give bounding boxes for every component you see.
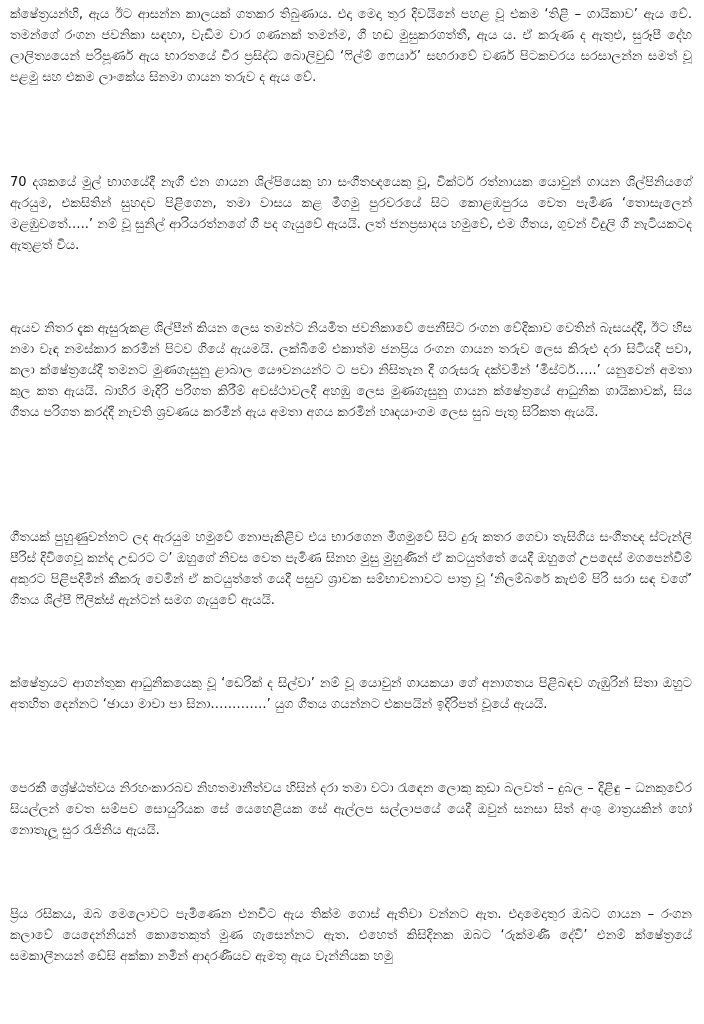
paragraph-7: ප්‍රිය රසිකය, ඔබ මෙලොවට පැමිණෙන එනවිට ඇය තික්ම ගොස් ඇතිවා වන්නට ඇත. එදාමෙදාතුර ඔබට ගායන – රංගන කලාවේ යෙදෙන්නියන් කොතෙකුත් මුණ ගැසෙන්නට ඇත. එහෙත් කිසිදිනක ඔබට ‘රුක්මණී දේවි’ එනම් ක්ෂේත්‍රයේ සමකාලීනයන් ඩේසි අක්කා නමින් ආදරණීයව ඇමතූ ඇය වැන්නියක හමු [10,907,692,964]
paragraph-3: ඇයව නිතර දැක ඇසුරුකළ ශිල්පීන් කියන ලෙස තමන්ට නියමිත ජවනිකාවේ පෙනීසිට රංගන වේදිකාව වෙතින් බැසයද්දී, ඊට හිස නමා වැඳ නමස්කාර කරමින් පිටව ගියේ ඇයමයි. ලක්බිමේ එකාත්ම ජනප්‍රිය රංගන ගායන තරුව ලෙස කිරුළු දරා සිටියදී පවා, කලා ක්ෂේත්‍රයේදී තමනට මුණගැසුනු ළාබාල යෞවනයන්ට ට පවා නිසිතැන දී ගරුසරු දක්වමින් ‘මිස්ටර්…..’ යනුවෙන් අමතා කුල කත ඇයයි. බාහිර මැදිරි පරිගත කිරීම් අවස්ථාවලදී අහඹු ලෙස මුණගැසුනු ගායන ක්ෂේත්‍රයේ ආධුනික ගායිකාවක්, සිය ගීතය පරිගත කරද්දී නැවති ශ්‍රවණය කරමින් ඇය අමතා අගය කරමින් හෘදයාංගම ලෙස සුබ පැතූ සිරිකත ඇයයි. [10,321,692,420]
paragraph-6: පෙරකී ශ්‍රේෂ්ඨත්වය නිරහංකාරබව නිහතමානීත්වය හිසින් දරා තමා වටා රැඳෙන ලොකු කුඩා බලවත් – දුබල – දිළිඳු – ධනකුවේර සියල්ලන් වෙත සම්පව සොයුරියක සේ යෙහෙළියක සේ ඇල්ලප සල්ලාපයේ යෙදී ඔවුන් සනසා සිත් අංශු මාත්‍රයකින් හෝ නොතැලූ සුර රැජිනිය ඇයයි. [10,781,692,838]
paragraph-4: ගීතයක් පුහුණුවන්නට ලද ඇරයුම හමුවේ නොපැකිළිව එය භාරගෙන මීගමුවේ සිට දුරු කතර ගෙවා තැසිගිය සංගීතඥ ස්ටැන්ලි පීරිස් දිවිගෙවූ කන්ද උඩරට ට’ ඔහුගේ නිවස වෙත පැමිණ සිනහ මුසු මුහුණින් ඒ කටයුත්තේ යෙදී ඔහුගේ උපදෙස් මගපෙන්වීම් අකුරට පිළිපදිමින් කීකරු වෙමින් ඒ කටයුත්තේ යෙදී පසුව ශ්‍රාවක සම්භාවනාවට පාත්‍ර වූ ‘නිලම්බරේ කැළුම් පිරි සරා සඳ වගේ’ ගීතය ශිල්පී ෆීලික්ස් ඇන්ටන් සමග ගැයුවේ ඇයයි. [10,530,692,608]
paragraph-1: ක්ෂේත්‍රයන්හි, ඇය ඊට ආසන්න කාලයක් ගතකර තිබුණාය. එදා මෙදා තුර දිවයිනේ පහළ වූ එකම ‘තිළි – ගායිකාව’ ඇය වේ. තමන්ගේ රංගන ජවනිකා සඳහා, වැඩිම වාර ගණනක් තමන්ම, ගී හඬ මුසුකරගත්තී, ඇය ය. ඒ කරුණ ද ඇතුළු, සුරූපී දේහ ලාලිත්‍යයෙන් පරිපූර්ණ ඇය භාරතයේ චිර ප්‍රසිද්ධ බොලිවුඩ් ‘ෆිල්ම් ෆෙයාර්’ සඟරාවේ වර්ණ පිටකවරය සරසාලන්න සමත් වූ පළමු සහ එකම ලාංකේය සිනමා ගායන තරුව ද ඇය වේ. [10,7,692,85]
paragraph-5: ක්ෂේත්‍රයට ආගන්තුක ආධුනිකයෙකු වූ ‘ඩෙරික් ද සිල්වා’ නම් වූ යොවුන් ගායකයා ගේ අනාගතය පිළිබඳව ගැඹුරින් සිතා ඔහුට අතහිත දෙන්නට ‘ඡායා මාවා පා සිනා………….’ යුග ගීතය ගයන්නට එකපයින් ඉදිරිපත් වූයේ ඇයයි. [10,676,692,712]
paragraph-2: 70 දශකයේ මුල් භාගයේදී නැගී එන ගායන ශිල්පියෙකු හා සංගීතඥයෙකු වූ, වික්ටර් රත්නායක යොවුන් ගායන ශිල්පිනියගේ ඇරයුම, එකසිතින් සුහදව පිළිගෙන, තමා වාසය කළ මීගමු පුරවරයේ සිට කොළඹපුරය වෙත පැමිණ ‘තොසැලෙන් මළඹුවතේ…..’ නම් වූ සුනිල් ආරියරත්නගේ ගී පද ගැයුවේ ඇයයි. ලත් ජනප්‍රසාදය හමුවේ, එම ගීතය, ගුවන් විදුලි ගී නැටියකටද ඇතුළත් විය. [10,175,692,253]
